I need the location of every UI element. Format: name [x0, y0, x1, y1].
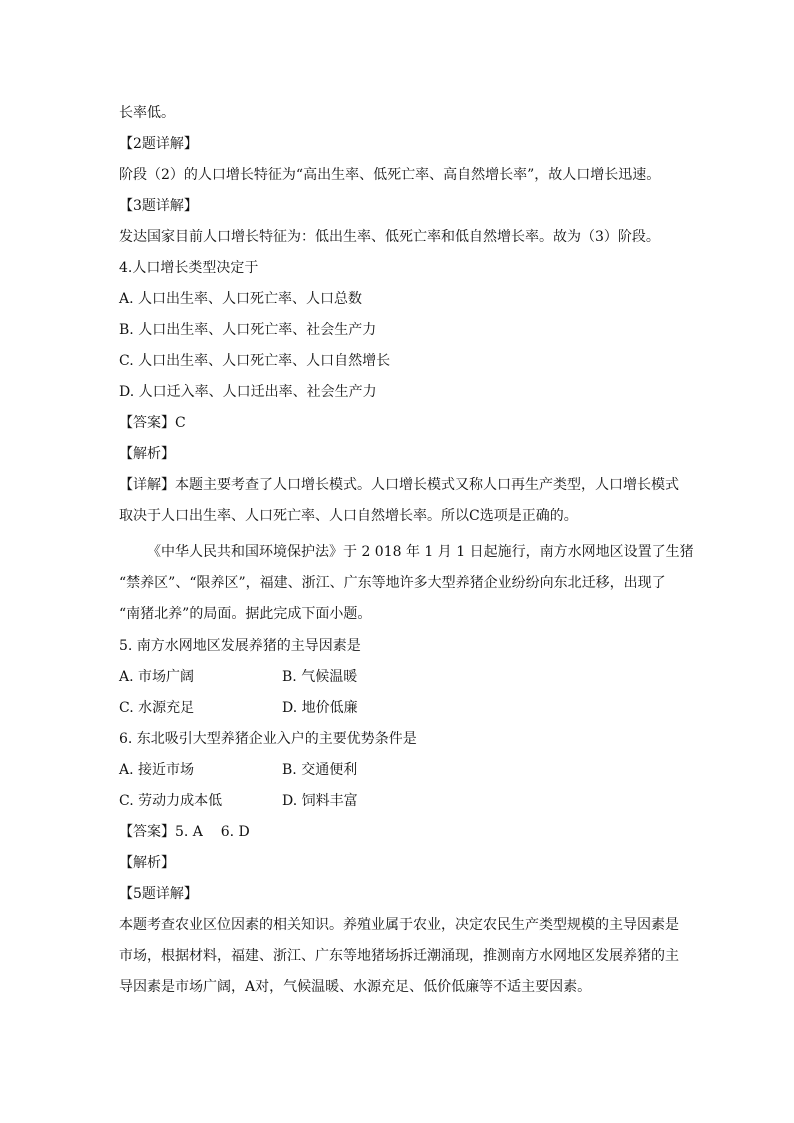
question-5-detail: 本题考查农业区位因素的相关知识。养殖业属于农业，决定农民生产类型规模的主导因素是 [119, 917, 679, 933]
question-4-option-a: A. 人口出生率、人口死亡率、人口总数 [119, 291, 363, 307]
question-6-stem: 6. 东北吸引大型养猪企业入户的主要优势条件是 [119, 731, 417, 747]
question-5-detail: 市场，根据材料，福建、浙江、广东等地猪场拆迁潮涌现，推测南方水网地区发展养猪的主 [119, 948, 679, 964]
question-5-detail: 导因素是市场广阔，A对，气候温暖、水源充足、低价低廉等不适主要因素。 [119, 979, 592, 995]
question-5-option-c: C. 水源充足 [119, 700, 195, 716]
analysis-heading: 【解析】 [119, 446, 175, 462]
question-4-detail: 取决于人口出生率、人口死亡率、人口自然增长率。所以C选项是正确的。 [119, 508, 578, 524]
question-4-answer: 【答案】C [119, 415, 186, 431]
question-4-option-c: C. 人口出生率、人口死亡率、人口自然增长 [119, 353, 391, 369]
passage-line: 《中华人民共和国环境保护法》于 2 018 年 1 月 1 日起施行，南方水网地区设置了生猪 [147, 544, 694, 560]
text-line: 发达国家目前人口增长特征为：低出生率、低死亡率和低自然增长率。故为（3）阶段。 [119, 229, 660, 245]
passage-line: “南猪北养”的局面。据此完成下面小题。 [119, 606, 372, 622]
section-heading: 【3题详解】 [119, 198, 198, 214]
text-line: 长率低。 [119, 105, 175, 121]
analysis-heading: 【解析】 [119, 855, 175, 871]
section-heading: 【2题详解】 [119, 136, 198, 152]
question-6-option-b: B. 交通便利 [282, 762, 358, 778]
question-5-stem: 5. 南方水网地区发展养猪的主导因素是 [119, 638, 361, 654]
question-5-option-a: A. 市场广阔 [119, 669, 195, 685]
text-line: 阶段（2）的人口增长特征为“高出生率、低死亡率、高自然增长率”，故人口增长迅速。 [119, 167, 661, 183]
question-4-detail: 【详解】本题主要考查了人口增长模式。人口增长模式又称人口再生产类型，人口增长模式 [119, 477, 679, 493]
question-6-option-d: D. 饲料丰富 [282, 793, 358, 809]
passage-line: “禁养区”、“限养区”，福建、浙江、广东等地许多大型养猪企业纷纷向东北迁移，出现了 [119, 575, 666, 591]
question-6-option-a: A. 接近市场 [119, 762, 195, 778]
question-4-option-b: B. 人口出生率、人口死亡率、社会生产力 [119, 322, 377, 338]
question-5-option-d: D. 地价低廉 [282, 700, 358, 716]
question-4-option-d: D. 人口迁入率、人口迁出率、社会生产力 [119, 384, 377, 400]
section-heading: 【5题详解】 [119, 886, 198, 902]
answer-line: 【答案】5. A 6. D [119, 824, 250, 840]
question-6-option-c: C. 劳动力成本低 [119, 793, 223, 809]
question-4-stem: 4.人口增长类型决定于 [119, 260, 259, 276]
question-5-option-b: B. 气候温暖 [282, 669, 358, 685]
